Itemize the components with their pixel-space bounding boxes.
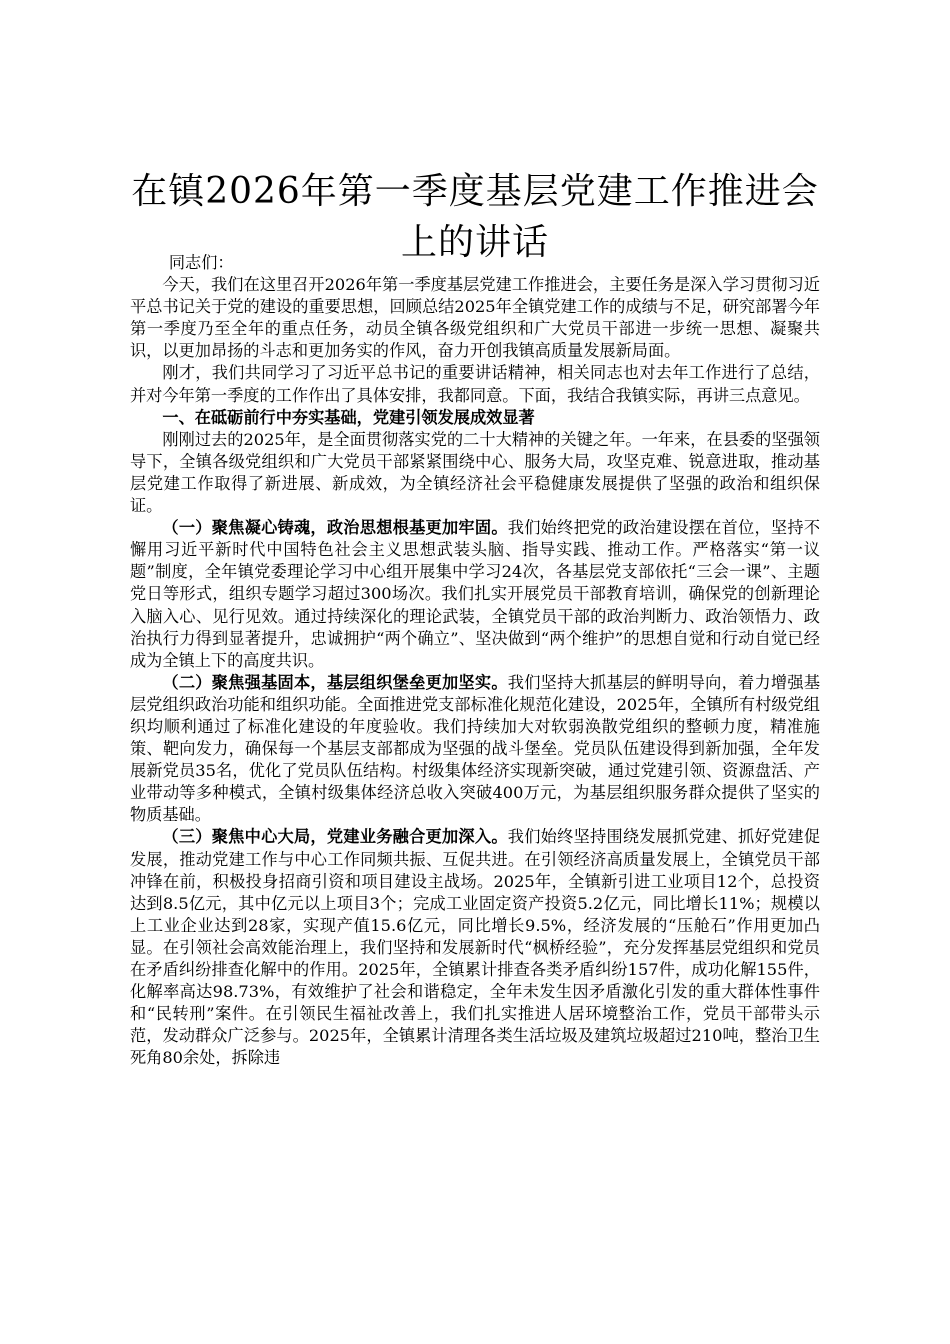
- item-2-paragraph: [130, 672, 820, 827]
- document-body: [130, 252, 820, 1069]
- item-3-lead: （三）聚焦中心大局，党建业务融合更加深入。: [162, 827, 508, 847]
- item-1-text: 我们始终把党的政治建设摆在首位，坚持不懈用习近平新时代中国特色社会主义思想武装头脑、指导实践、推动工作。严格落实“第一议题”制度，全年镇党委理论学习中心组开展集中学习24次，各基层党支部依托“三会一课”、主题党日等形式，组织专题学习超过300场次。我们扎实开展党员干部教育培训，确保党的创新理论入脑入心、见行见效。通过持续深化的理论武装，全镇党员干部的政治判断力、政治领悟力、政治执行力得到显著提升，忠诚拥护“两个确立”、坚决做到“两个维护”的思想自觉和行动自觉已经成为全镇上下的高度共识。: [130, 518, 821, 670]
- document-title: 在镇2026年第一季度基层党建工作推进会上的讲话: [131, 171, 819, 263]
- section-1-intro: 刚刚过去的2025年，是全面贯彻落实党的二十大精神的关键之年。一年来，在县委的坚强领导下，全镇各级党组织和广大党员干部紧紧围绕中心、服务大局，攻坚克难、锐意进取，推动基层党建工作取得了新进展、新成效，为全镇经济社会平稳健康发展提供了坚强的政治和组织保证。: [130, 429, 820, 516]
- item-3-paragraph: [130, 826, 820, 1069]
- intro-paragraph-1: 今天，我们在这里召开2026年第一季度基层党建工作推进会，主要任务是深入学习贯彻习近平总书记关于党的建设的重要思想，回顾总结2025年全镇党建工作的成绩与不足，研究部署今年第一季度乃至全年的重点任务，动员全镇各级党组织和广大党员干部进一步统一思想、凝聚共识，以更加昂扬的斗志和更加务实的作风，奋力开创我镇高质量发展新局面。: [130, 275, 820, 361]
- section-1-heading: 一、在砥砺前行中夯实基础，党建引领发展成效显著: [162, 407, 535, 427]
- salutation: 同志们：: [168, 253, 234, 272]
- item-3-text: 我们始终坚持围绕发展抓党建、抓好党建促发展，推动党建工作与中心工作同频共振、互促共进。在引领经济高质量发展上，全镇党员干部冲锋在前，积极投身招商引资和项目建设主战场。2025年，全镇新引进工业项目12个，总投资达到8.5亿元，其中亿元以上项目3个；完成工业固定资产投资5.2亿元，同比增长11%；规模以上工业企业达到28家，实现产值15.6亿元，同比增长9.5%，经济发展的“压舱石”作用更加凸显。在引领社会高效能治理上，我们坚持和发展新时代“枫桥经验”，充分发挥基层党组织和党员在矛盾纠纷排查化解中的作用。2025年，全镇累计排查各类矛盾纠纷157件，成功化解155件，化解率高达98.73%，有效维护了社会和谐稳定，全年未发生因矛盾激化引发的重大群体性事件和“民转刑”案件。在引领民生福祉改善上，我们扎实推进人居环境整治工作，党员干部带头示范，发动群众广泛参与。2025年，全镇累计清理各类生活垃圾及建筑垃圾超过210吨，整治卫生死角80余处，拆除违: [130, 827, 821, 1068]
- intro-paragraph-2: 刚才，我们共同学习了习近平总书记的重要讲话精神，相关同志也对去年工作进行了总结，并对今年第一季度的工作作出了具体安排，我都同意。下面，我结合我镇实际，再讲三点意见。: [130, 363, 820, 405]
- item-1-paragraph: [130, 517, 820, 672]
- item-2-text: 我们坚持大抓基层的鲜明导向，着力增强基层党组织政治功能和组织功能。全面推进党支部标准化规范化建设，2025年，全镇所有村级党组织均顺利通过了标准化建设的年度验收。我们持续加大对软弱涣散党组织的整顿力度，精准施策、靶向发力，确保每一个基层支部都成为坚强的战斗堡垒。党员队伍建设得到新加强，全年发展新党员35名，优化了党员队伍结构。村级集体经济实现新突破，通过党建引领、资源盘活、产业带动等多种模式，全镇村级集体经济总收入突破400万元，为基层组织服务群众提供了坚实的物质基础。: [130, 672, 821, 825]
- item-1-lead: （一）聚焦凝心铸魂，政治思想根基更加牢固。: [162, 518, 508, 538]
- item-2-lead: （二）聚焦强基固本，基层组织堡垒更加坚实。: [162, 672, 508, 692]
